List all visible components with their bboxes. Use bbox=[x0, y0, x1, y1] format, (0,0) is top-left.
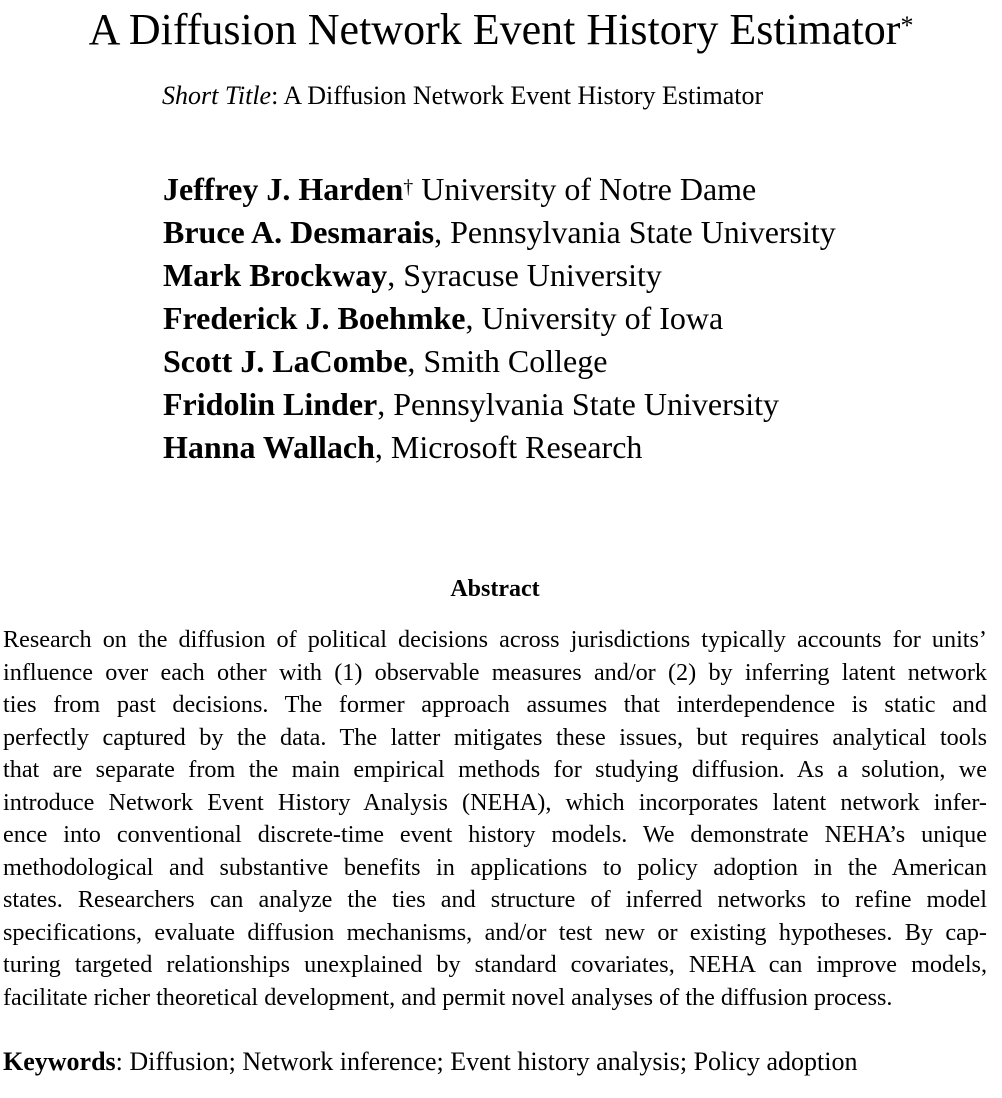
abstract-line: methodological and substantive benefits in applications to policy adoption in the American bbox=[3, 853, 987, 881]
abstract-line: influence over each other with (1) observable measures and/or (2) by inferring latent network bbox=[3, 658, 987, 686]
short-title-line bbox=[162, 78, 763, 114]
author-entry bbox=[163, 297, 836, 340]
abstract-line: specifications, evaluate diffusion mechanisms, and/or test new or existing hypotheses. By cap- bbox=[3, 918, 987, 946]
author-name: Hanna Wallach bbox=[163, 429, 375, 465]
keywords-list: Diffusion; Network inference; Event history analysis; Policy adoption bbox=[129, 1047, 858, 1076]
abstract-line: ence into conventional discrete-time event history models. We demonstrate NEHA’s unique bbox=[3, 821, 987, 848]
abstract-line: introduce Network Event History Analysis (NEHA), which incorporates latent network infer- bbox=[3, 788, 987, 816]
author-entry bbox=[163, 383, 836, 426]
abstract-line: ties from past decisions. The former approach assumes that interdependence is static and bbox=[3, 691, 987, 718]
author-separator: , bbox=[374, 429, 391, 465]
title-footnote-mark: * bbox=[900, 11, 914, 40]
author-separator: , bbox=[407, 343, 424, 379]
author-entry bbox=[163, 211, 836, 254]
short-title-label: Short Title bbox=[162, 81, 272, 110]
author-name: Frederick J. Boehmke bbox=[163, 300, 466, 336]
author-entry bbox=[163, 168, 836, 211]
author-affiliation: Microsoft Research bbox=[390, 429, 643, 465]
author-name: Fridolin Linder bbox=[163, 386, 378, 422]
author-affiliation: University of Iowa bbox=[481, 300, 724, 336]
author-name: Scott J. LaCombe bbox=[163, 343, 408, 379]
short-title-separator: : bbox=[271, 81, 284, 110]
abstract-line: that are separate from the main empirical methods for studying diffusion. As a solution, we bbox=[3, 756, 987, 783]
author-affiliation: Syracuse University bbox=[403, 257, 662, 293]
author-list bbox=[163, 168, 836, 469]
author-separator: , bbox=[377, 386, 394, 422]
author-affiliation: Pennsylvania State University bbox=[450, 214, 836, 250]
paper-title bbox=[0, 0, 1002, 60]
abstract-line: states. Researchers can analyze the ties and structure of inferred networks to refine model bbox=[3, 886, 987, 913]
abstract-line: perfectly captured by the data. The latter mitigates these issues, but requires analytical tools bbox=[3, 723, 987, 751]
author-name: Mark Brockway bbox=[163, 257, 388, 293]
author-separator: , bbox=[434, 214, 451, 250]
author-footnote-mark: † bbox=[403, 176, 414, 198]
abstract-line: facilitate richer theoretical development, and permit novel analyses of the diffusion process. bbox=[3, 983, 893, 1011]
abstract-line: Research on the diffusion of political decisions across jurisdictions typically accounts for units’ bbox=[3, 626, 987, 653]
abstract-body bbox=[3, 624, 987, 1014]
abstract-heading: Abstract bbox=[450, 576, 540, 602]
keywords-line bbox=[3, 1044, 858, 1080]
author-affiliation: Smith College bbox=[423, 343, 608, 379]
author-affiliation: Pennsylvania State University bbox=[393, 386, 779, 422]
author-name: Bruce A. Desmarais bbox=[163, 214, 435, 250]
author-entry bbox=[163, 426, 836, 469]
paper-title-text: A Diffusion Network Event History Estimator bbox=[88, 5, 901, 54]
short-title-text: A Diffusion Network Event History Estimator bbox=[283, 81, 764, 110]
author-separator: , bbox=[387, 257, 404, 293]
author-entry bbox=[163, 254, 836, 297]
author-separator: , bbox=[465, 300, 482, 336]
keywords-separator: : bbox=[115, 1047, 130, 1076]
keywords-label: Keywords bbox=[3, 1047, 116, 1076]
author-name: Jeffrey J. Harden bbox=[163, 171, 404, 207]
abstract-line: turing targeted relationships unexplained by standard covariates, NEHA can improve models, bbox=[3, 951, 987, 978]
author-affiliation: University of Notre Dame bbox=[421, 171, 757, 207]
author-entry bbox=[163, 340, 836, 383]
